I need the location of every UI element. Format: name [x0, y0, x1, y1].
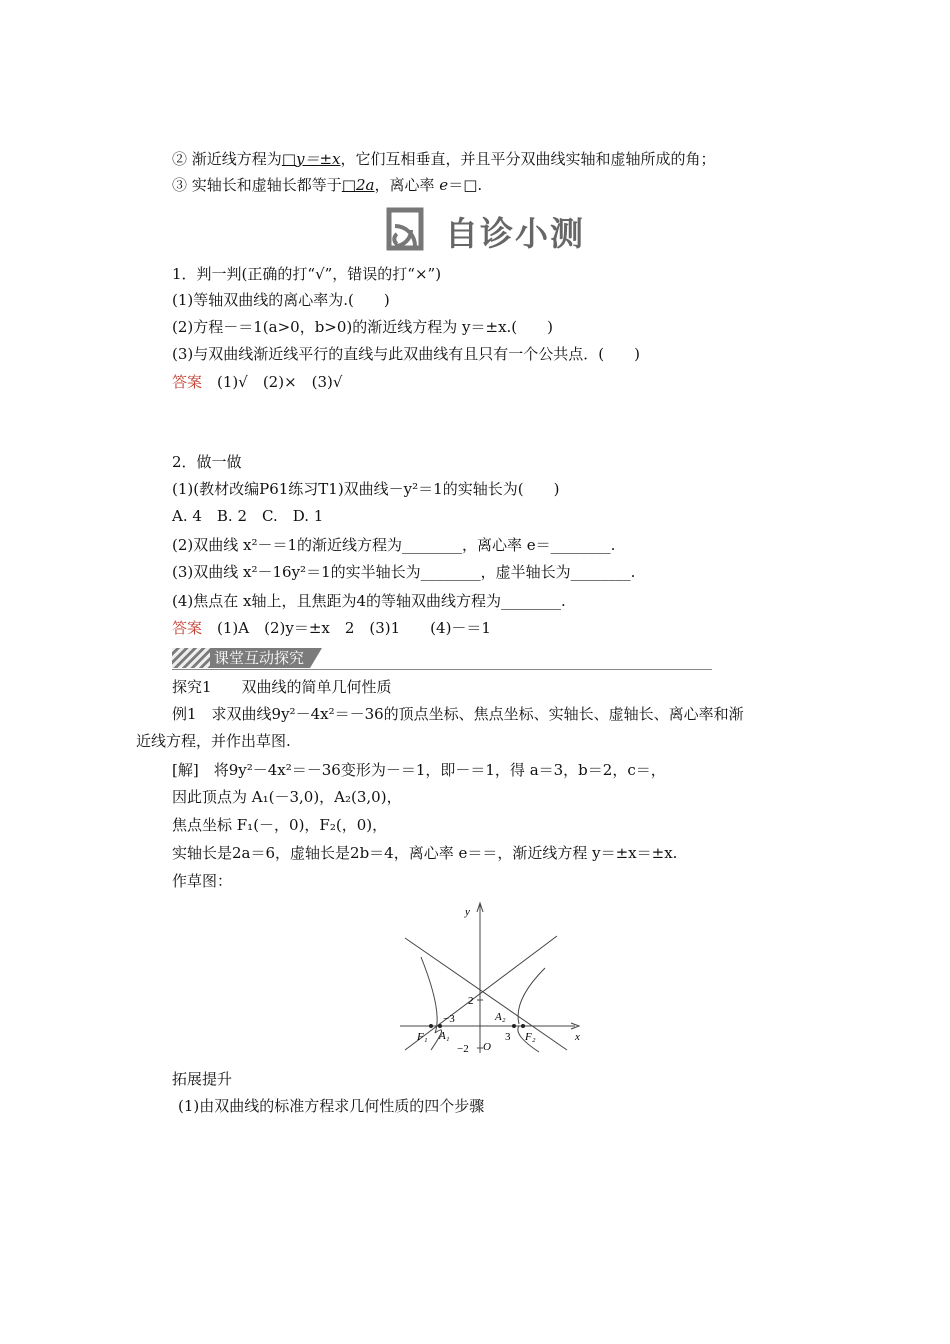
solution-line: 实轴长是2a＝6，虚轴长是2b＝4，离心率 e＝＝，渐近线方程 y＝±x＝±x. [172, 844, 678, 862]
y-axis-label: y [465, 906, 470, 918]
q2-item: (3)双曲线 x²－16y²＝1的实半轴长为________，虚半轴长为________. [172, 563, 636, 581]
tick-label: 3 [505, 1031, 511, 1043]
solution-line: 因此顶点为 A₁(－3,0)，A₂(3,0)， [172, 788, 402, 806]
asymptote-eq: y＝±x [296, 150, 341, 168]
q2-item: (2)双曲线 x²－＝1的渐近线方程为________，离心率 e＝________. [172, 536, 616, 554]
self-test-banner [385, 204, 595, 254]
right-branch [518, 968, 545, 1024]
wifi-doc-icon [385, 204, 439, 254]
axis-length-value: 2a [356, 176, 375, 194]
tick-label: 2 [468, 995, 474, 1007]
blank-box: □ [281, 150, 296, 168]
section-title: 课堂互动探究 [214, 649, 305, 667]
focus-label: F₁ [417, 1031, 428, 1043]
solution-line: [解] 将9y²－4x²＝－36变形为－＝1，即－＝1，得 a＝3，b＝2，c＝， [172, 761, 666, 779]
example-text: 例1 求双曲线9y²－4x²＝－36的顶点坐标、焦点坐标、实轴长、虚轴长、离心率和渐 [172, 705, 744, 723]
example-text: 近线方程，并作出草图. [136, 732, 291, 750]
q2-item: (4)焦点在 x轴上，且焦距为4的等轴双曲线方程为________. [172, 592, 566, 610]
section-header [172, 648, 712, 670]
blank-box: □ [341, 176, 356, 194]
explore-title: 探究1 双曲线的简单几何性质 [172, 678, 392, 696]
extension-title: 拓展提升 [172, 1070, 233, 1088]
x-axis-label: x [575, 1031, 580, 1043]
left-branch [421, 957, 437, 1033]
origin-label: O [483, 1041, 491, 1053]
q2-answer: 答案 (1)A (2)y＝±x 2 (3)1 (4)－＝1 [172, 619, 491, 637]
answer-label: 答案 [172, 619, 203, 637]
vertex-point [438, 1024, 442, 1028]
intro-item-3: ③ 实轴长和虚轴长都等于□2a，离心率 e＝□. [172, 176, 483, 194]
tick-label: −3 [443, 1013, 455, 1025]
focus-point [429, 1024, 433, 1028]
q2-options: A. 4 B. 2 C. D. 1 [172, 507, 324, 525]
hyperbola-sketch [395, 900, 595, 1055]
intro-item-2: ② 渐近线方程为□y＝±x，它们互相垂直，并且平分双曲线实轴和虚轴所成的角； [172, 150, 716, 168]
solution-line: 焦点坐标 F₁(－，0)，F₂(，0)， [172, 816, 388, 834]
answer-label: 答案 [172, 373, 203, 391]
focus-point [521, 1024, 525, 1028]
item-marker: ③ [172, 176, 188, 194]
q2-item: (1)(教材改编P61练习T1)双曲线－y²＝1的实轴长为( ) [172, 480, 560, 498]
solution-line: 作草图： [172, 872, 233, 890]
q1-title: 1．判一判(正确的打“√”，错误的打“×”) [172, 265, 442, 283]
banner-title: 自诊小测 [445, 214, 585, 253]
q1-item: (3)与双曲线渐近线平行的直线与此双曲线有且只有一个公共点．( ) [172, 345, 640, 363]
q1-item: (1)等轴双曲线的离心率为.( ) [172, 291, 390, 309]
vertex-label: A₂ [495, 1011, 506, 1023]
vertex-label: A₁ [439, 1030, 450, 1042]
item-marker: ② [172, 150, 188, 168]
asymptote [405, 938, 567, 1050]
extension-item: (1)由双曲线的标准方程求几何性质的四个步骤 [178, 1097, 485, 1115]
q1-item: (2)方程－＝1(a>0，b>0)的渐近线方程为 y＝±x.( ) [172, 318, 554, 336]
q1-answer: 答案 (1)√ (2)× (3)√ [172, 373, 343, 391]
tick-label: −2 [457, 1043, 469, 1055]
focus-label: F₂ [525, 1031, 536, 1043]
q2-title: 2．做一做 [172, 453, 242, 471]
vertex-point [512, 1024, 516, 1028]
